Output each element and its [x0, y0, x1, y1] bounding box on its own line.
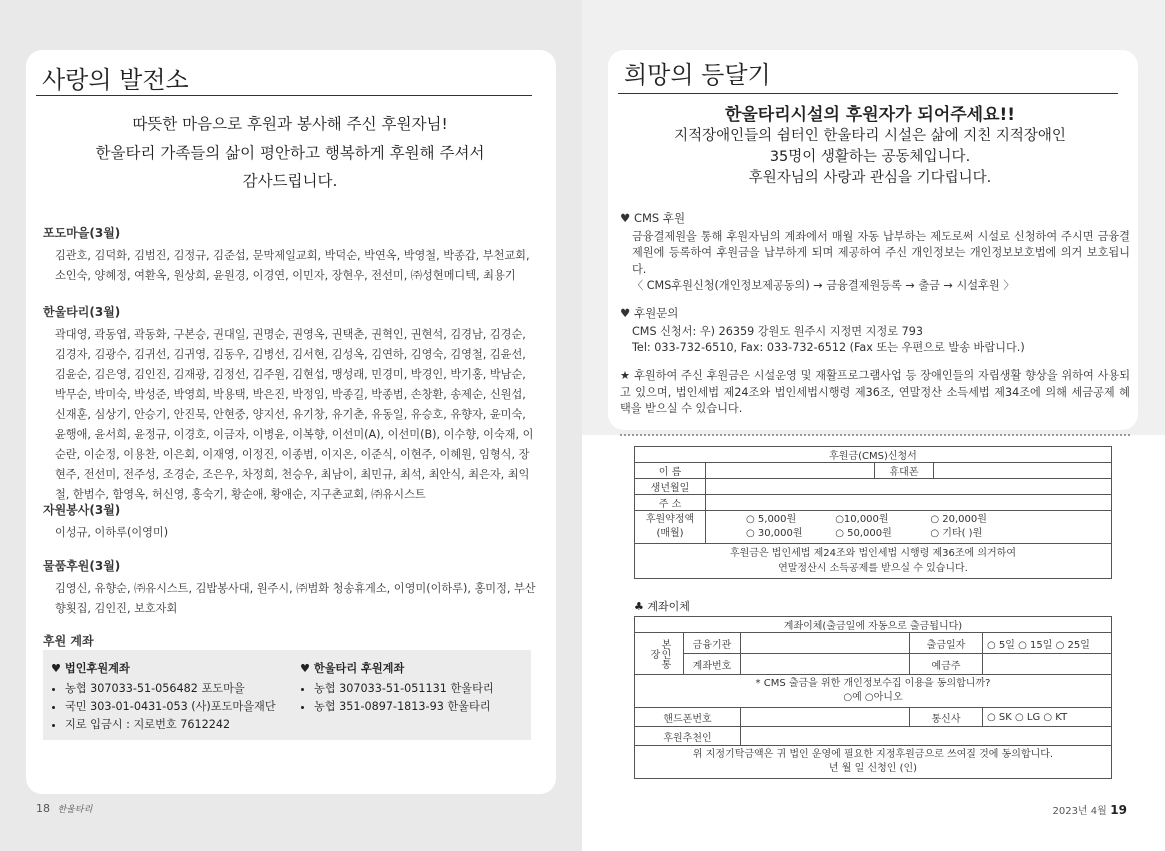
- issue-date: 2023년 4월: [1052, 806, 1107, 817]
- owner-label: 본인통장: [635, 633, 684, 675]
- mobile-field[interactable]: [741, 708, 910, 727]
- cms-application-form: [634, 446, 1112, 579]
- page-number: 19: [1110, 803, 1127, 817]
- left-section-title: 사랑의 발전소: [42, 66, 189, 94]
- address-label: 주 소: [635, 495, 706, 511]
- name-field[interactable]: [706, 463, 875, 479]
- account-heading: ♥ 한울타리 후원계좌: [300, 662, 405, 675]
- donor-group-hanultari: [43, 303, 538, 505]
- group-title: 한울타리(3월): [43, 305, 121, 319]
- cut-line: [620, 434, 1130, 436]
- magazine-logo: 한울타리: [57, 805, 93, 815]
- note-line: 연말정산시 소득공제를 받으실 수 있습니다.: [778, 563, 968, 574]
- amount-label: 후원약정액 (매월): [635, 511, 706, 544]
- donor-group-volunteer: [43, 501, 538, 543]
- carrier-label: 통신사: [910, 708, 983, 727]
- appeal-line: 35명이 생활하는 공동체입니다.: [769, 149, 971, 165]
- transfer-form: [634, 616, 1112, 779]
- bank-label: 금융기관: [684, 633, 741, 654]
- referrer-field[interactable]: [741, 727, 1112, 746]
- group-names: 김관호, 김덕화, 김범진, 김정규, 김준섭, 문막제일교회, 박덕순, 박연옥, 박영철, 박종갑, 부천교회, 소인숙, 양혜정, 여환옥, 원상희, 윤원경, 이경연, 이민자, 장현우, 전선미, ㈜성현메디텍, 최용기: [55, 249, 530, 282]
- holder-label: 예금주: [910, 654, 983, 675]
- account-heading: ♥ 법인후원계좌: [51, 662, 130, 675]
- appeal-line: 후원자님의 사랑과 관심을 기다립니다.: [748, 170, 992, 186]
- group-names: 김영신, 유향순, ㈜유시스트, 김밥봉사대, 원주시, ㈜범화 청송휴게소, 이영미(이하루), 홍미정, 부산향횟집, 김인진, 보호자회: [55, 582, 536, 615]
- inquiry-heading: ♥ 후원문의: [620, 306, 679, 320]
- account-number-label: 계좌번호: [684, 654, 741, 675]
- page-number: 18: [36, 802, 50, 815]
- birth-field[interactable]: [706, 479, 1112, 495]
- cms-flow: 〈 CMS후원신청(개인정보제공동의) → 금융결제원등록 → 출금 → 시설후원 〉: [632, 279, 1015, 292]
- carrier-options[interactable]: ○ SK ○ LG ○ KT: [983, 708, 1112, 727]
- account-title: 후원 계좌: [43, 634, 94, 648]
- group-names: 곽대영, 곽동엽, 곽동화, 구본승, 권대일, 권명순, 권영옥, 권택춘, 권혁인, 권현석, 김경남, 김경순, 김경자, 김광수, 김귀선, 김귀영, 김동우, 김병선, 김서현, 김성옥, 김연하, 김영숙, 김영철, 김윤선, 김윤순, 김은영, 김인진, 김재광, 김정선, 김주원, 김현섭, 맹성래, 민경미, 박경인, 박기홍, 박남순, 박무순, 박미숙, 박성준, 박영희, 박용택, 박은진, 박정임, 박종길, 박종범, 손창환, 송제순, 신원섭, 신재훈, 심상기, 안승기, 안진묵, 안현중, 양지선, 유기창, 유기춘, 유동일, 유승호, 유향자, 윤미숙, 윤행애, 윤서희, 윤정규, 이경호, 이금자, 이병윤, 이복향, 이선미(A), 이선미(B), 이수향, 이숙재, 이순란, 이순정, 이용찬, 이은회, 이재영, 이정진, 이종범, 이지온, 이준식, 이현주, 이혜원, 임형식, 장현주, 전선미, 전주성, 조경순, 조은우, 차정희, 천승우, 최남이, 최민규, 최석, 최안식, 최은자, 최익철, 한범수, 함영옥, 허신영, 홍숙기, 황순애, 황애순, 지구촌교회, ㈜유시스트: [55, 328, 534, 501]
- left-footer: [36, 802, 92, 815]
- thanks-intro: [40, 110, 540, 196]
- cms-heading: ♥ CMS 후원: [620, 211, 686, 225]
- donor-group-goods: [43, 557, 538, 619]
- right-title-rule: [618, 93, 1118, 94]
- tax-note: ★ 후원하여 주신 후원금은 시설운영 및 재활프로그램사업 등 장애인들의 자립생활 향상을 위하여 사용되고 있으며, 법인세법 제24조와 법인세법시행령 제36조, 연말정산 소득세법 제34조에 의해 세금공제 혜택을 받으실 수 있습니다.: [620, 369, 1130, 415]
- intro-line: 한울타리 가족들의 삶이 평안하고 행복하게 후원해 주셔서: [95, 143, 485, 162]
- group-title: 자원봉사(3월): [43, 503, 121, 517]
- mobile-label: 핸드폰번호: [635, 708, 741, 727]
- transfer-title: 계좌이체(출금일에 자동으로 출금됩니다): [635, 617, 1112, 633]
- transfer-section-title: ♣ 계좌이체: [634, 600, 690, 613]
- hanultari-account: [300, 660, 494, 716]
- note-line: 후원금은 법인세법 제24조와 법인세법 시행령 제36조에 의거하여: [729, 548, 1017, 559]
- account-item: • 국민 303-01-0431-053 (사)포도마을재단: [65, 698, 276, 716]
- inquiry-info: [620, 305, 1130, 357]
- amount-option[interactable]: ○ 5,000원: [746, 514, 797, 525]
- birth-label: 생년월일: [635, 479, 706, 495]
- cms-info: [620, 210, 1130, 295]
- left-title-rule: [36, 95, 532, 96]
- group-names: 이성규, 이하루(이영미): [55, 526, 169, 539]
- tax-deduction-note: [635, 544, 1112, 579]
- bank-field[interactable]: [741, 633, 910, 654]
- account-item: • 농협 307033-51-056482 포도마을: [65, 680, 276, 698]
- account-item: • 농협 307033-51-051131 한울타리: [314, 680, 494, 698]
- appeal-line: 지적장애인들의 쉼터인 한울타리 시설은 삶에 지친 지적장애인: [674, 128, 1066, 144]
- signature-line[interactable]: 년 월 일 신청인 (인): [828, 763, 918, 774]
- date-options[interactable]: ○ 5일 ○ 15일 ○ 25일: [983, 633, 1112, 654]
- right-section-title: 희망의 등달기: [624, 61, 771, 89]
- group-title: 물품후원(3월): [43, 559, 121, 573]
- amount-option[interactable]: ○ 50,000원: [835, 528, 892, 539]
- inquiry-address: CMS 신청서: 우) 26359 강원도 원주시 지정면 지정로 793: [632, 324, 924, 338]
- amount-option[interactable]: ○ 30,000원: [746, 528, 803, 539]
- cms-description: 금융결제원을 통해 후원자님의 계좌에서 매월 자동 납부하는 제도로써 시설로 신청하여 주시면 금융결제원에 등록하여 후원금을 납부하게 되며 제공하여 주신 개인정보는 개인정보보호법에 의거 보호됩니다.: [632, 229, 1130, 276]
- phone-field[interactable]: [934, 463, 1112, 479]
- consent-options[interactable]: ○예 ○아니오: [843, 692, 903, 703]
- inquiry-contact: Tel: 033-732-6510, Fax: 033-732-6512 (Fax 또는 우편으로 발송 바랍니다.): [632, 341, 1025, 354]
- intro-line: 따뜻한 마음으로 후원과 봉사해 주신 후원자님!: [132, 115, 448, 133]
- account-item: • 농협 351-0897-1813-93 한울타리: [314, 698, 494, 716]
- phone-label: 휴대폰: [875, 463, 934, 479]
- amount-option[interactable]: ○10,000원: [835, 514, 889, 525]
- account-number-field[interactable]: [741, 654, 910, 675]
- corporate-account: [51, 660, 276, 734]
- account-box: [43, 650, 531, 740]
- holder-field[interactable]: [983, 654, 1112, 675]
- right-footer: [1052, 802, 1127, 817]
- name-label: 이 름: [635, 463, 706, 479]
- amount-option[interactable]: ○ 기타( )원: [930, 528, 983, 539]
- account-item: • 지로 입금시 : 지로번호 7612242: [65, 716, 276, 734]
- form-title: 후원금(CMS)신청서: [635, 447, 1112, 463]
- amount-options: [706, 511, 1112, 544]
- donor-group-podo: [43, 224, 538, 286]
- group-title: 포도마을(3월): [43, 226, 121, 240]
- address-field[interactable]: [706, 495, 1112, 511]
- date-label: 출금일자: [910, 633, 983, 654]
- agreement: [635, 746, 1112, 779]
- amount-option[interactable]: ○ 20,000원: [930, 514, 987, 525]
- appeal-intro: [620, 104, 1120, 189]
- agreement-text: 위 지정기탁금액은 귀 법인 운영에 필요한 지정후원금으로 쓰여질 것에 동의합니다.: [692, 749, 1054, 760]
- privacy-consent: [635, 675, 1112, 708]
- consent-question: * CMS 출금을 위한 개인정보수집 이용을 동의합니까?: [755, 678, 991, 689]
- appeal-headline: 한울타리시설의 후원자가 되어주세요!!: [724, 105, 1016, 125]
- referrer-label: 후원추천인: [635, 727, 741, 746]
- intro-line: 감사드립니다.: [242, 172, 338, 190]
